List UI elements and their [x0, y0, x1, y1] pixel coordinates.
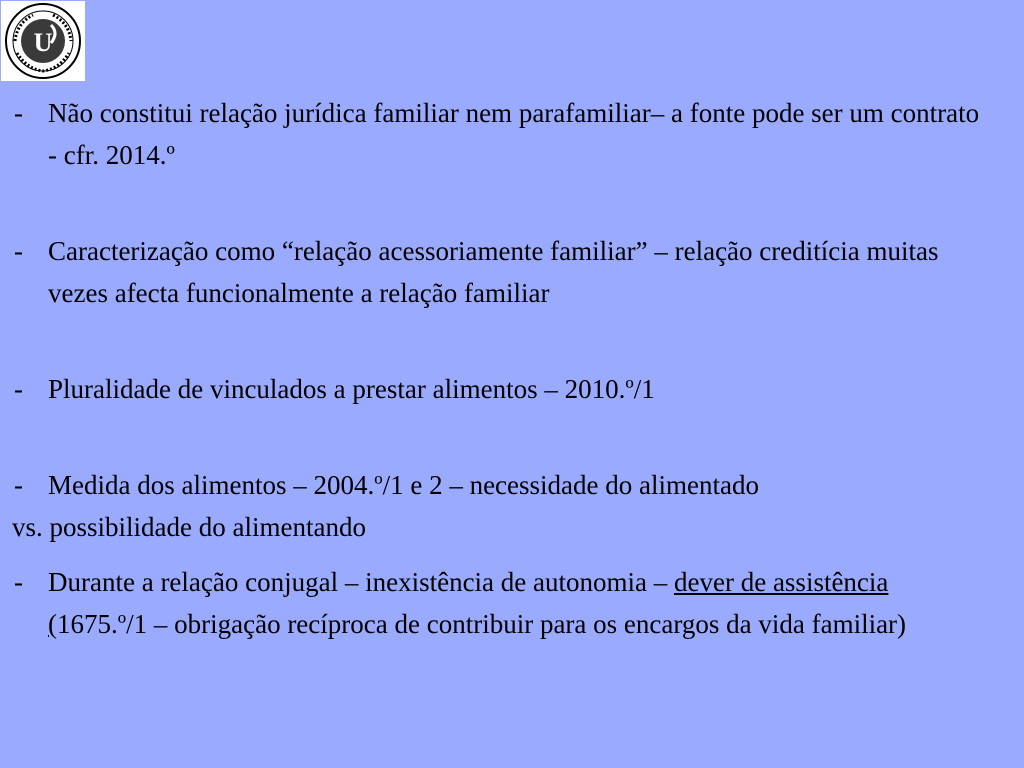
university-seal-icon [1, 1, 85, 81]
bullet-item [12, 230, 987, 314]
bullet-text-start: Durante a relação conjugal – inexistência de autonomia – [48, 567, 674, 597]
bullet-item [12, 464, 987, 506]
bullet-dash: - [14, 374, 23, 404]
bullet-dash: - [14, 236, 23, 266]
bullet-dash: - [14, 567, 23, 597]
bullet-item [12, 92, 987, 176]
slide-body [12, 92, 987, 645]
continuation-line: vs. possibilidade do alimentando [12, 512, 366, 542]
bullet-dash: - [14, 470, 23, 500]
bullet-text: Não constitui relação jurídica familiar nem parafamiliar– a fonte pode ser um contrato - cfr. 2014.º [48, 98, 980, 170]
bullet-dash: - [14, 98, 23, 128]
bullet-item [12, 368, 987, 410]
bullet-text: Caracterização como “relação acessoriamente familiar” – relação creditícia muitas vezes afecta funcionalmente a relação familiar [48, 236, 939, 308]
university-logo [1, 1, 85, 81]
bullet-text: Pluralidade de vinculados a prestar alimentos – 2010.º/1 [48, 374, 655, 404]
bullet-text-end: 1675.º/1 – obrigação recíproca de contribuir para os encargos da vida familiar) [57, 609, 907, 639]
bullet-item [12, 561, 987, 645]
svg-text:U: U [33, 28, 53, 57]
bullet-text: Medida dos alimentos – 2004.º/1 e 2 – necessidade do alimentado [48, 470, 759, 500]
underlined-term: dever de assistência ( [48, 567, 889, 639]
